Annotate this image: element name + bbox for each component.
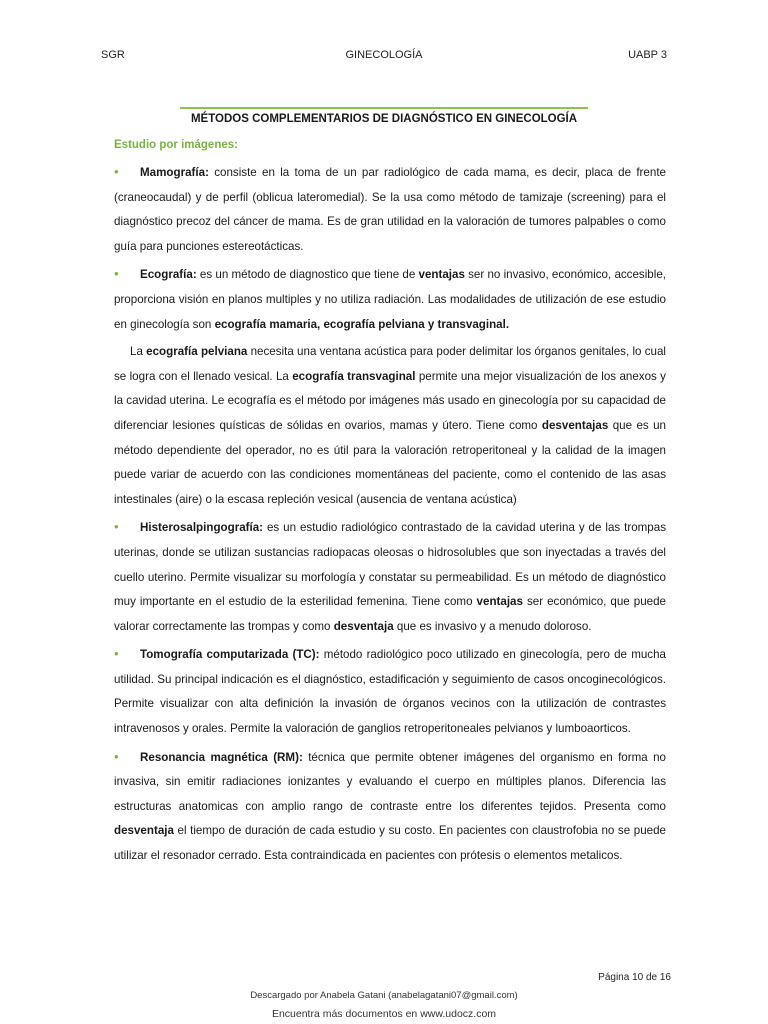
paragraph-text: ser económico, que puede valorar correctamente las trompas y como <box>114 595 666 633</box>
header-left: SGR <box>101 49 125 61</box>
document-body <box>114 160 666 872</box>
emphasis: ventajas <box>418 268 465 282</box>
paragraph-text: es un método de diagnostico que tiene de <box>196 268 419 282</box>
more-documents-link[interactable]: Encuentra más documentos en www.udocz.com <box>271 1008 497 1020</box>
paragraph-resonancia <box>114 745 666 869</box>
paragraph-mamografia <box>114 160 666 259</box>
title-rule <box>180 107 588 109</box>
term: Mamografía: <box>140 166 209 179</box>
emphasis: ecografía mamaria, ecografía pelviana y transvaginal. <box>214 317 510 331</box>
paragraph-text: es un estudio radiológico contrastado de la cavidad uterina y de las trompas uterinas, donde se utilizan sustancias radiopacas oleosas o hidrosolubles que son inyectadas a través del cuello uterino. Permite visualizar su morfología y constatar su permeabilidad. Es un método de diagnóstico muy importante en el estudio de la esterilidad femenina. Tiene como <box>114 521 666 609</box>
paragraph-text: técnica que permite obtener imágenes del organismo en forma no invasiva, sin emitir radiaciones ionizantes y evaluando el cuerpo en múltiples planos. Diferencia las estructuras anatomicas con amplio rango de contraste entre los diferentes tejidos. Presenta como <box>114 750 666 813</box>
bullet-icon: • <box>114 646 119 662</box>
section-heading: Estudio por imágenes: <box>114 139 238 151</box>
emphasis: ecografía pelviana <box>146 345 248 359</box>
paragraph-ecografia <box>114 262 666 337</box>
page-number: Página 10 de 16 <box>598 972 671 983</box>
bullet-icon: • <box>114 748 119 764</box>
paragraph-text: permite una mejor visualización de los anexos y la cavidad uterina. Le ecografía es el método por imágenes más usado en ginecología por su capacidad de diferenciar lesiones quísticas de sólidas en ovarios, mamas y útero. Tiene como <box>114 369 666 432</box>
bullet-icon: • <box>114 164 119 179</box>
paragraph-histerosalpingografia <box>114 515 666 639</box>
paragraph-text: que es un método dependiente del operador, no es útil para la valoración retroperitoneal y la calidad de la imagen puede variar de acuerdo con las condiciones momentáneas del paciente, como el contenido de las asas intestinales (aire) o la escasa repleción vesical (ausencia de ventana acústica) <box>114 418 666 506</box>
term: Ecografía: <box>140 268 197 282</box>
paragraph-ecografia-detalle <box>114 340 666 512</box>
paragraph-text: consiste en la toma de un par radiológico de cada mama, es decir, placa de frente (craneocaudal) y de perfil (oblicua lateromedial). Se la usa como método de tamizaje (screening) para el diagnóstico precoz del cáncer de mama. Es de gran utilidad en la valoración de tumores palpables o como guía para punciones estereotácticas. <box>114 166 666 253</box>
term: Histerosalpingografía: <box>140 521 264 535</box>
paragraph-tomografia <box>114 642 666 741</box>
paragraph-text: que es invasivo y a menudo doloroso. <box>393 619 592 633</box>
term: Resonancia magnética (RM): <box>140 750 303 764</box>
document-title: MÉTODOS COMPLEMENTARIOS DE DIAGNÓSTICO EN GINECOLOGÍA <box>190 113 578 125</box>
emphasis: ecografía transvaginal <box>292 369 416 383</box>
emphasis: ventajas <box>476 595 523 609</box>
paragraph-text: necesita una ventana acústica para poder delimitar los órganos genitales, lo cual se logra con el llenado vesical. La <box>114 345 666 383</box>
emphasis: desventajas <box>541 418 609 432</box>
emphasis: desventaja <box>333 619 394 633</box>
paragraph-text: el tiempo de duración de cada estudio y su costo. En pacientes con claustrofobia no se puede utilizar el resonador cerrado. Esta contraindicada en pacientes con prótesis o elementos metalicos. <box>114 824 666 863</box>
term: Tomografía computarizada (TC): <box>140 648 320 662</box>
download-notice: Descargado por Anabela Gatani (anabelagatani07@gmail.com) <box>250 990 518 1001</box>
bullet-icon: • <box>114 266 119 282</box>
header-right: UABP 3 <box>628 49 667 61</box>
paragraph-text: ser no invasivo, económico, accesible, proporciona visión en planos multiples y no utiliza radiación. Las modalidades de utilización de ese estudio en ginecología son <box>114 268 666 331</box>
emphasis: desventaja <box>114 824 174 838</box>
header-center: GINECOLOGÍA <box>345 49 423 61</box>
bullet-icon: • <box>114 519 119 535</box>
paragraph-text: La <box>130 345 147 359</box>
paragraph-text: método radiológico poco utilizado en ginecología, pero de mucha utilidad. Su principal indicación es el diagnóstico, estadificación y seguimiento de casos oncoginecológicos. Permite visualizar con alta definición la invasión de órganos vecinos con la utilización de contrastes intravenosos y orales. Permite la valoración de ganglios retroperitoneales pelvianos y lumboaorticos. <box>114 648 666 736</box>
